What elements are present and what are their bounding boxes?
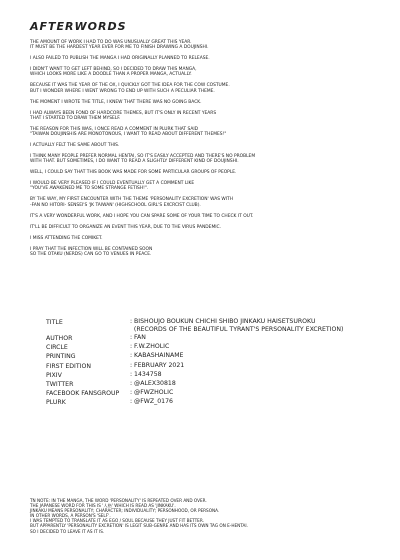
tn-line: THE JAPANESE WORD FOR THIS IS '人格' WHICH IS READ AS 'JINKAKU'. bbox=[30, 503, 176, 509]
text-line: BY THE WAY, MY FIRST ENCOUNTER WITH THE THEME 'PERSONALITY EXCRETION' WAS WITH bbox=[30, 197, 233, 203]
afterword-body bbox=[30, 40, 370, 263]
credit-row bbox=[46, 389, 366, 398]
afterword-paragraph bbox=[30, 154, 370, 164]
text-line: BECAUSE IT WAS THE YEAR OF THE OX, I QUICKLY GOT THE IDEA FOR THE COW COSTUME. bbox=[30, 83, 230, 89]
credit-label: FACEBOOK FANSGROUP bbox=[46, 390, 120, 398]
text-line: WHICH LOOKS MORE LIKE A DOODLE THAN A PROPER MANGA, ACTUALLY. bbox=[30, 72, 192, 78]
text-line: I ALSO FAILED TO PUBLISH THE MANGA I HAD ORIGINALLY PLANNED TO RELEASE. bbox=[30, 56, 210, 62]
credit-row bbox=[46, 380, 366, 389]
text-line: IT MUST BE THE HARDEST YEAR EVER FOR ME TO FINISH DRAWING A DOUJINSHI. bbox=[30, 45, 209, 51]
text-line: THAT I STARTED TO DRAW THEM MYSELF. bbox=[30, 115, 121, 121]
credit-value-line: : @FWZHOLIC bbox=[130, 389, 174, 397]
credit-value-line: : FAN bbox=[130, 334, 146, 341]
credit-value bbox=[130, 352, 183, 361]
text-line: SO THE OTAKU (NERDS) CAN GO TO VENUES IN PEACE. bbox=[30, 251, 152, 257]
afterword-paragraph bbox=[30, 236, 370, 241]
credit-label: TWITTER bbox=[46, 381, 74, 389]
text-line: THE REASON FOR THIS WAS, I ONCE READ A COMMENT IN PLURK THAT SAID bbox=[30, 126, 199, 132]
page-title: AFTERWORDS bbox=[30, 20, 127, 33]
text-line: I THINK MANY PEOPLE PREFER NORMAL HENTAI, SO IT'S EASILY ACCEPTED AND THERE'S NO PROBLEM bbox=[30, 154, 256, 160]
text-line: I ACTUALLY FELT THE SAME ABOUT THIS. bbox=[30, 143, 120, 149]
credit-value bbox=[130, 318, 343, 334]
text-line: WELL, I COULD SAY THAT THIS BOOK WAS MADE FOR SOME PARTICULAR GROUPS OF PEOPLE. bbox=[30, 170, 237, 176]
tn-line: IN OTHER WORDS, A PERSON'S 'SELF'. bbox=[30, 513, 111, 519]
credit-value bbox=[130, 334, 146, 343]
text-line: BUT I WONDER WHERE I WENT WRONG TO END UP WITH SUCH A PECULIAR THEME. bbox=[30, 88, 215, 94]
credit-label: PRINTING bbox=[46, 353, 76, 361]
afterword-paragraph bbox=[30, 56, 370, 61]
credit-value bbox=[130, 343, 169, 352]
credit-value bbox=[130, 362, 184, 371]
afterword-paragraph bbox=[30, 225, 370, 230]
afterword-paragraph bbox=[30, 247, 370, 257]
credit-value-line: : KABASHAINAME bbox=[130, 352, 184, 360]
tn-line: JINKAKU MEANS PERSONALITY; CHARACTER; INDIVIDUALITY; PERSONHOOD, OR PERSONA. bbox=[30, 508, 220, 514]
credit-row bbox=[46, 318, 366, 334]
text-line: THE AMOUNT OF WORK I HAD TO DO WAS UNUSUALLY GREAT THIS YEAR. bbox=[30, 40, 192, 45]
text-line: THE MOMENT I WROTE THE TITLE, I KNEW THAT THERE WAS NO GOING BACK. bbox=[30, 99, 202, 105]
credit-value-line: : 1434758 bbox=[130, 370, 162, 378]
tn-line: TN NOTE: IN THE MANGA, THE WORD 'PERSONALITY' IS REPEATED OVER AND OVER. bbox=[30, 498, 207, 503]
tn-line: SO I DECIDED TO LEAVE IT AS IT IS. bbox=[30, 528, 105, 534]
text-line: "TAIWAN DOUJINSHIS ARE MONOTONOUS, I WANT TO READ ABOUT DIFFERENT THEMES!" bbox=[30, 132, 227, 138]
credit-label: AUTHOR bbox=[46, 335, 73, 342]
credit-value-line: : FEBRUARY 2021 bbox=[130, 361, 185, 369]
credit-value-line: : @ALEX30818 bbox=[130, 380, 176, 388]
credit-row bbox=[46, 362, 366, 371]
credits-table bbox=[46, 318, 366, 408]
text-line: WITH THAT. BUT SOMETIMES, I DO WANT TO READ A SLIGHTLY DIFFERENT KIND OF DOUJINSHI. bbox=[30, 159, 239, 165]
afterword-paragraph bbox=[30, 111, 370, 121]
text-line: I WOULD BE VERY PLEASED IF I COULD EVENTUALLY GET A COMMENT LIKE bbox=[30, 181, 195, 187]
text-line: I HAD ALWAYS BEEN FOND OF HARDCORE THEMES, BUT IT'S ONLY IN RECENT YEARS bbox=[30, 110, 217, 116]
afterword-paragraph bbox=[30, 67, 370, 77]
afterword-paragraph bbox=[30, 40, 370, 50]
text-line: IT'S A VERY WONDERFUL WORK, AND I HOPE YOU CAN SPARE SOME OF YOUR TIME TO CHECK IT OUT. bbox=[30, 213, 254, 219]
credit-label: CIRCLE bbox=[46, 344, 68, 352]
credit-value bbox=[130, 398, 173, 407]
credit-label: PLURK bbox=[46, 399, 66, 407]
afterword-paragraph bbox=[30, 127, 370, 137]
tn-line: I WAS TEMPTED TO TRANSLATE IT AS EGO / SOUL BECAUSE THEY JUST FIT BETTER. bbox=[30, 518, 204, 524]
credit-row bbox=[46, 352, 366, 361]
afterword-paragraph bbox=[30, 100, 370, 105]
credit-row bbox=[46, 343, 366, 352]
text-line: I MISS ATTENDING THE COMIKET. bbox=[30, 235, 103, 241]
credit-value bbox=[130, 371, 162, 380]
credit-row bbox=[46, 371, 366, 380]
credit-value-line: : F.W.ZHOLIC bbox=[130, 343, 170, 351]
credit-value bbox=[130, 380, 176, 389]
credit-value-line: : @FWZ_0176 bbox=[130, 398, 173, 406]
text-line: -FAN NO HITORI- SENSEI'S 'JK TAIWAN' (HIGHSCHOOL GIRL'S EXCRCIST CLUB). bbox=[30, 202, 201, 208]
text-line: I DIDN'T WANT TO GET LEFT BEHIND, SO I DECIDED TO DRAW THIS MANGA, bbox=[30, 67, 197, 73]
afterword-paragraph bbox=[30, 181, 370, 191]
credit-label: PIXIV bbox=[46, 371, 62, 379]
text-line: "YOU'VE AWAKENED ME TO SOME STRANGE FETISH!". bbox=[30, 186, 149, 192]
translator-note bbox=[30, 498, 375, 534]
afterword-paragraph bbox=[30, 143, 370, 148]
tn-line: BUT APPARENTLY 'PERSONALITY EXCRETION' IS LEGIT SUB-GENRE AND HAS ITS OWN TAG ON E-HENTAI. bbox=[30, 523, 248, 529]
afterword-paragraph bbox=[30, 214, 370, 219]
text-line: I PRAY THAT THE INFECTION WILL BE CONTAINED SOON bbox=[30, 246, 153, 252]
text-line: IT'LL BE DIFFICULT TO ORGANIZE AN EVENT THIS YEAR, DUE TO THE VIRUS PANDEMIC. bbox=[30, 224, 221, 230]
afterword-paragraph bbox=[30, 83, 370, 93]
credit-value-line: : BISHOUJO BOUKUN CHICHI SHIBO JINKAKU HAISETSUROKU bbox=[130, 318, 316, 325]
credit-value-line: (RECORDS OF THE BEAUTIFUL TYRANT'S PERSONALITY EXCRETION) bbox=[130, 326, 344, 333]
credit-label: FIRST EDITION bbox=[46, 362, 91, 370]
afterword-paragraph bbox=[30, 170, 370, 175]
credit-row bbox=[46, 334, 366, 343]
credit-label: TITLE bbox=[46, 319, 63, 326]
credit-row bbox=[46, 398, 366, 407]
afterword-paragraph bbox=[30, 197, 370, 207]
